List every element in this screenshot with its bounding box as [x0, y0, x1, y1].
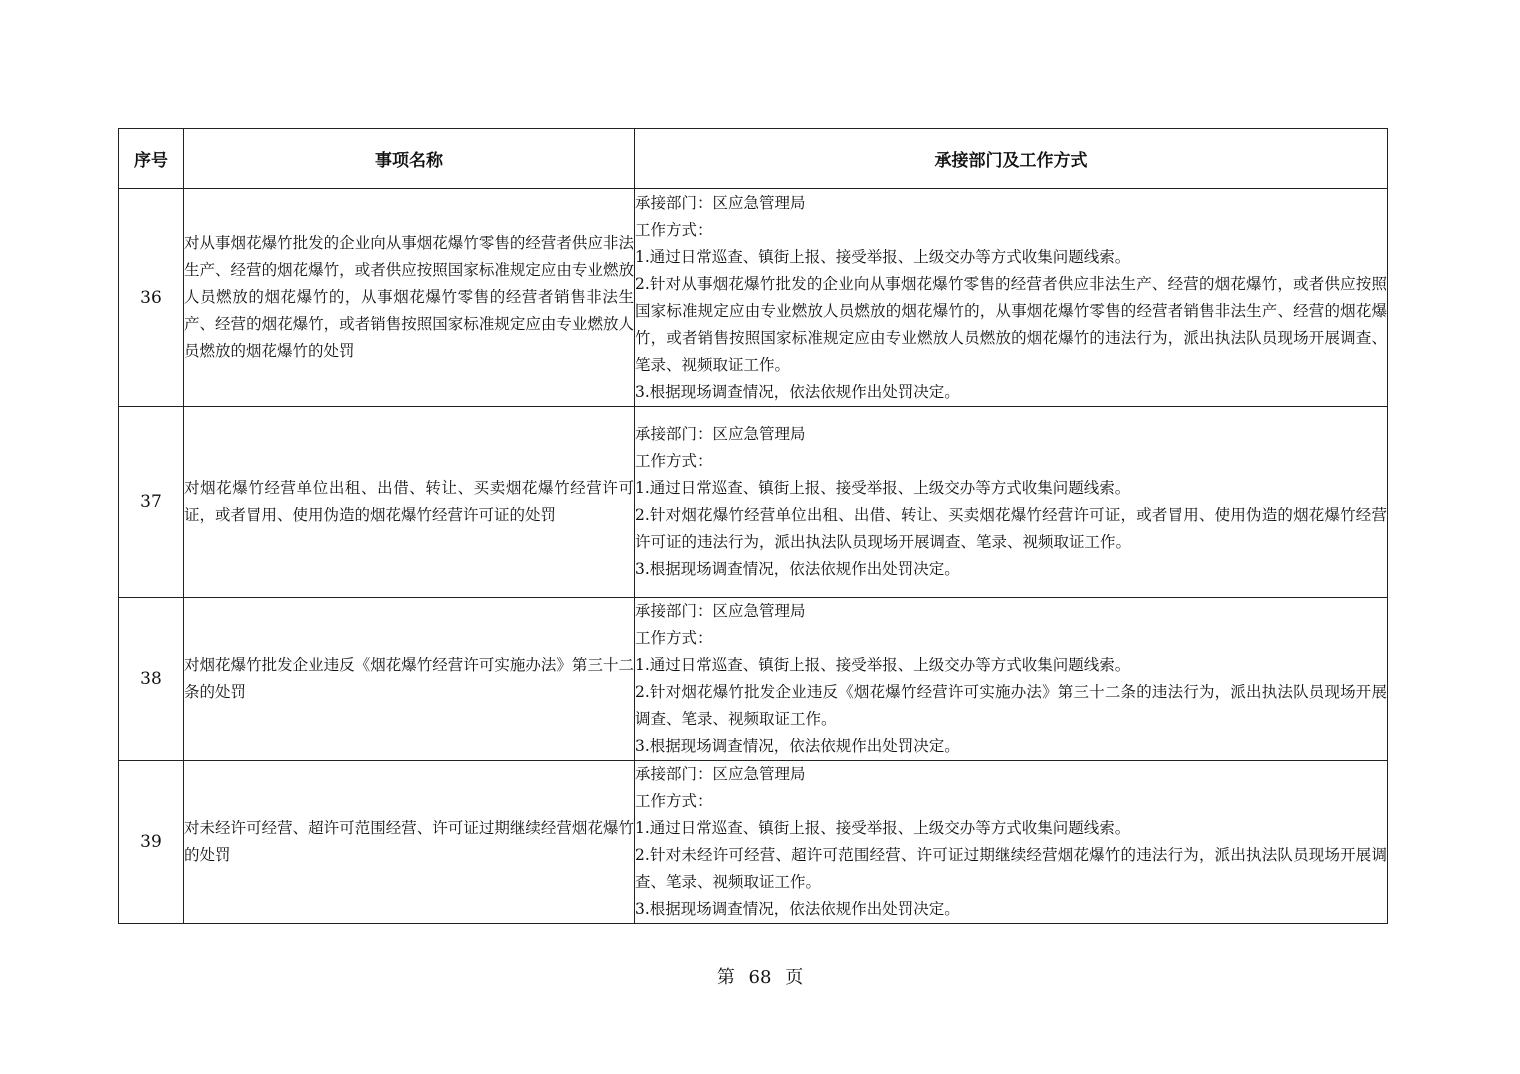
page-suffix: 页: [785, 967, 804, 988]
header-name: 事项名称: [184, 129, 635, 189]
row-seq: 36: [119, 189, 184, 407]
row-step-1: 1.通过日常巡查、镇街上报、接受举报、上级交办等方式收集问题线索。: [635, 247, 1131, 266]
row-method: [635, 407, 1388, 598]
header-method: 承接部门及工作方式: [635, 129, 1388, 189]
page-value: 68: [748, 967, 772, 988]
row-seq: 37: [119, 407, 184, 598]
row-method-label: 工作方式：: [635, 629, 713, 647]
table-row: [119, 761, 1388, 924]
row-step-2: 2.针对未经许可经营、超许可范围经营、许可证过期继续经营烟花爆竹的违法行为，派出执法队员现场开展调查、笔录、视频取证工作。: [635, 846, 1387, 891]
row-step-3: 3.根据现场调查情况，依法依规作出处罚决定。: [635, 382, 960, 401]
table-row: [119, 189, 1388, 407]
row-item-name: 对烟花爆竹经营单位出租、出借、转让、买卖烟花爆竹经营许可证，或者冒用、使用伪造的烟花爆竹经营许可证的处罚: [184, 407, 635, 598]
row-method-label: 工作方式：: [635, 792, 713, 810]
row-item-name: 对从事烟花爆竹批发的企业向从事烟花爆竹零售的经营者供应非法生产、经营的烟花爆竹，或者供应按照国家标准规定应由专业燃放人员燃放的烟花爆竹的，从事烟花爆竹零售的经营者销售非法生产、经营的烟花爆竹，或者销售按照国家标准规定应由专业燃放人员燃放的烟花爆竹的处罚: [184, 189, 635, 407]
row-step-2: 2.针对烟花爆竹经营单位出租、出借、转让、买卖烟花爆竹经营许可证，或者冒用、使用伪造的烟花爆竹经营许可证的违法行为，派出执法队员现场开展调查、笔录、视频取证工作。: [635, 506, 1387, 551]
row-seq: 38: [119, 598, 184, 761]
row-dept: 承接部门：区应急管理局: [635, 193, 806, 212]
row-item-name: 对未经许可经营、超许可范围经营、许可证过期继续经营烟花爆竹的处罚: [184, 761, 635, 924]
row-item-name: 对烟花爆竹批发企业违反《烟花爆竹经营许可实施办法》第三十二条的处罚: [184, 598, 635, 761]
row-dept: 承接部门：区应急管理局: [635, 602, 806, 620]
row-step-2: 2.针对烟花爆竹批发企业违反《烟花爆竹经营许可实施办法》第三十二条的违法行为，派出执法队员现场开展调查、笔录、视频取证工作。: [635, 683, 1387, 728]
row-method: [635, 761, 1388, 924]
row-seq: 39: [119, 761, 184, 924]
row-method-label: 工作方式：: [635, 220, 713, 239]
row-step-2: 2.针对从事烟花爆竹批发的企业向从事烟花爆竹零售的经营者供应非法生产、经营的烟花爆竹，或者供应按照国家标准规定应由专业燃放人员燃放的烟花爆竹的，从事烟花爆竹零售的经营者销售非法生产、经营的烟花爆竹，或者销售按照国家标准规定应由专业燃放人员燃放的烟花爆竹的违法行为，派出执法队员现场开展调查、笔录、视频取证工作。: [635, 274, 1387, 374]
row-dept: 承接部门：区应急管理局: [635, 425, 806, 443]
table-header-row: [119, 129, 1388, 189]
table-row: [119, 407, 1388, 598]
page-number: [0, 963, 1520, 989]
row-method: [635, 598, 1388, 761]
row-step-1: 1.通过日常巡查、镇街上报、接受举报、上级交办等方式收集问题线索。: [635, 656, 1131, 674]
row-step-1: 1.通过日常巡查、镇街上报、接受举报、上级交办等方式收集问题线索。: [635, 479, 1131, 497]
row-step-3: 3.根据现场调查情况，依法依规作出处罚决定。: [635, 737, 960, 755]
row-method-label: 工作方式：: [635, 452, 713, 470]
row-dept: 承接部门：区应急管理局: [635, 765, 806, 783]
matters-table: [118, 128, 1388, 924]
page-prefix: 第: [716, 967, 735, 988]
row-step-3: 3.根据现场调查情况，依法依规作出处罚决定。: [635, 900, 960, 918]
row-step-1: 1.通过日常巡查、镇街上报、接受举报、上级交办等方式收集问题线索。: [635, 819, 1131, 837]
table-row: [119, 598, 1388, 761]
row-step-3: 3.根据现场调查情况，依法依规作出处罚决定。: [635, 560, 960, 578]
row-method: [635, 189, 1388, 407]
header-seq: 序号: [119, 129, 184, 189]
